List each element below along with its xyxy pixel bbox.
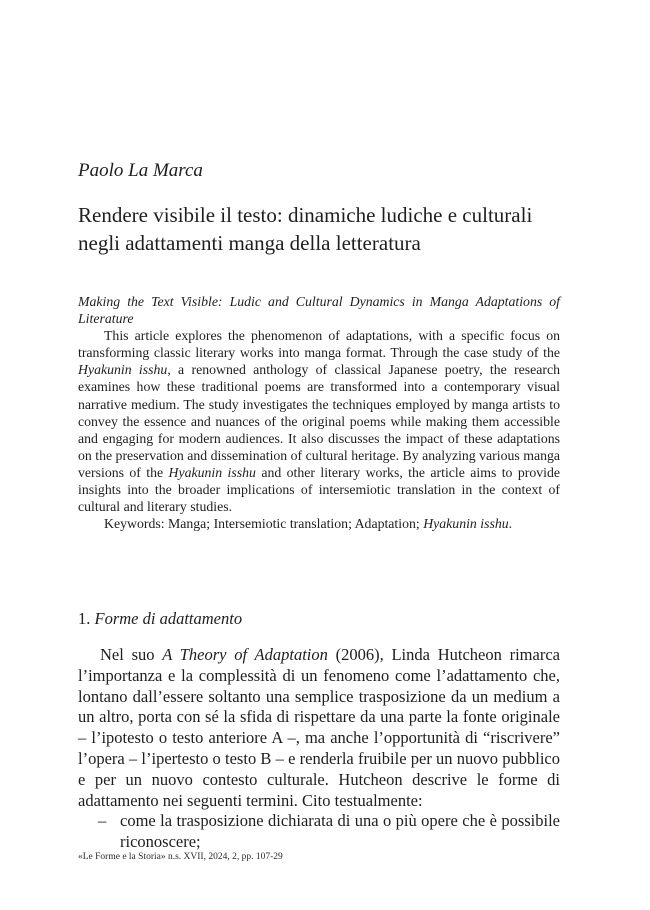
body-paragraph (78, 645, 560, 811)
keywords-text: Keywords: Manga; Intersemiotic translation; Adaptation; (104, 516, 424, 532)
section-title: Forme di adattamento (94, 609, 243, 628)
abstract-block (78, 293, 560, 532)
list-dash: – (98, 811, 107, 831)
abstract-paragraph (78, 327, 560, 515)
abstract-italic-term: Hyakunin isshu (168, 464, 256, 480)
abstract-italic-term: Hyakunin isshu (78, 362, 168, 378)
author-name: Paolo La Marca (78, 160, 203, 181)
title-line-1: Rendere visibile il testo: dinamiche ludiche e culturali (78, 203, 533, 227)
section-number: 1. (78, 609, 91, 628)
body-text-span: (2006), Linda Hutcheon rimarca l’importanza e la complessità di un fenomeno come l’adattamento che, lontano dall’essere soltanto una semplice trasposizione da un medium a un altro, porta con sé la sfida di rispettare da una parte la fonte originale – l’ipotesto o testo anteriore A –, ma anche l’opportunità di “riscrivere” l’opera – l’ipertesto o testo B – e renderla fruibile per un nuovo pubblico e per un nuovo contesto culturale. Hutcheon descrive le forme di adattamento nei seguenti termini. Cito testualmente: (78, 645, 560, 810)
keywords-end: . (508, 516, 513, 532)
title-line-2: negli adattamenti manga della letteratura (78, 231, 421, 255)
article-title (78, 201, 578, 257)
book-title: A Theory of Adaptation (162, 645, 328, 664)
quote-list (78, 811, 560, 853)
body-text (78, 645, 560, 853)
list-item-text: come la trasposizione dichiarata di una o più opere che è possibile riconoscere; (120, 811, 560, 852)
list-item (78, 811, 560, 853)
abstract-text: , a renowned anthology of classical Japanese poetry, the research examines how these traditional poems are transformed into a contemporary visual narrative medium. The study investigates the techniques employed by manga artists to convey the essence and nuances of the original poems while making them accessible and engaging for modern audiences. It also discusses the impact of these adaptations on the preservation and dissemination of cultural heritage. By analyzing various manga versions of the (78, 362, 560, 480)
section-heading (78, 609, 242, 629)
keywords-italic: Hyakunin isshu (423, 516, 509, 532)
page-footer: «Le Forme e la Storia» n.s. XVII, 2024, 2, pp. 107-29 (78, 852, 283, 862)
body-text-span: Nel suo (100, 645, 163, 664)
abstract-text: This article explores the phenomenon of adaptations, with a specific focus on transforming classic literary works into manga format. Through the case study of the (78, 328, 560, 361)
keywords-line (78, 515, 560, 532)
english-title: Making the Text Visible: Ludic and Cultural Dynamics in Manga Adaptations of Literature (78, 294, 560, 327)
abstract-text: and other literary works, the article aims to provide insights into the broader implications of intersemiotic translation in the context of cultural and literary studies. (78, 464, 560, 515)
